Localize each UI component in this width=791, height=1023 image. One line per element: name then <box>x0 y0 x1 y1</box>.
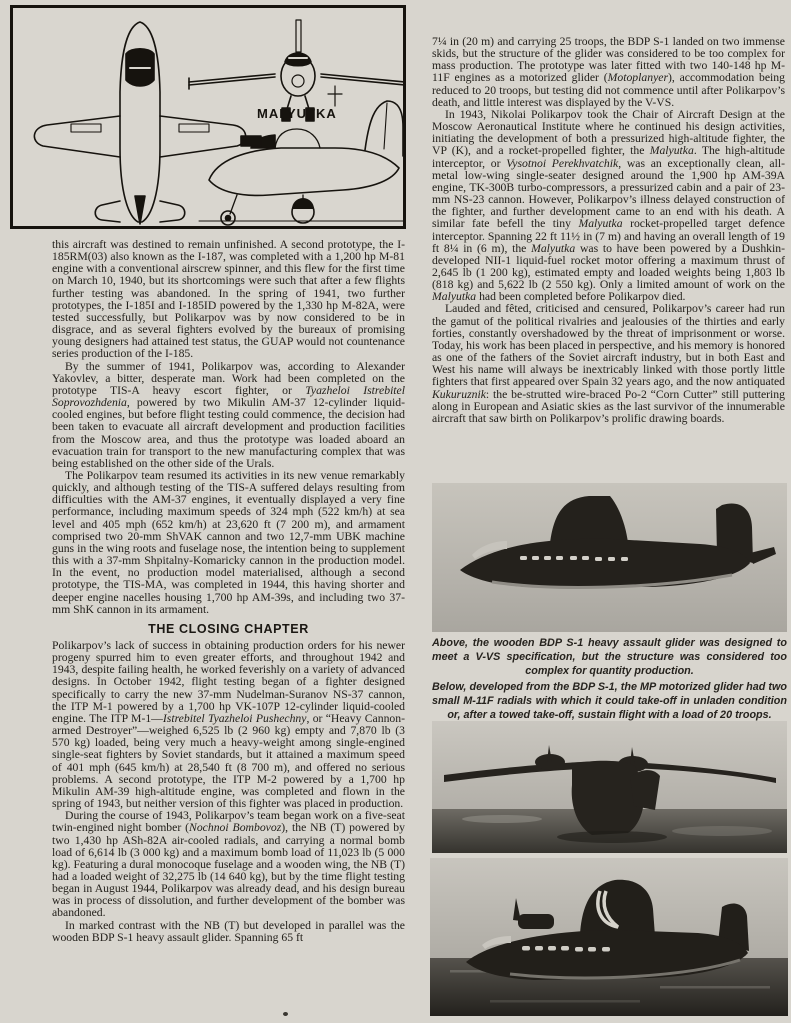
plan-view <box>34 22 245 224</box>
photo-mp-glider-on-ground <box>432 721 787 853</box>
malyutka-three-view-diagram <box>10 5 406 229</box>
diagram-label: MALYUTKA <box>257 106 337 121</box>
bdp-s1-photo-image <box>432 483 787 632</box>
ground-shadow <box>557 831 667 843</box>
photo-bdp-s1-glider-in-flight <box>432 483 787 632</box>
section-heading-closing-chapter: THE CLOSING CHAPTER <box>148 621 309 636</box>
paragraph: this aircraft was destined to remain unfinished. A second prototype, the I-185RM(03) also known as the I-187, was completed with a 1,200 hp M-81 engine with a conventional airscrew spinner, and this flew for the first time on March 10, 1940, but its shortcomings were such that after a few flights further testing was abandoned. In the spring of 1941, two further prototypes, the I-185I and I-185ID powered by the 1,330 hp M-82A, were tested successfully, but Polikarpov was by now considered to be in disgrace, and as several fighters evolved by the bureaux of promising young designers had attained test status, the GUAP would not countenance series production of the I-185. <box>52 238 405 361</box>
mp-glider-front-photo-image <box>432 721 787 853</box>
caption-bdp-s1: Above, the wooden BDP S-1 heavy assault glider was designed to meet a V-VS specification, but the structure was considered too complex for quantity production. <box>432 637 787 677</box>
paragraph: By the summer of 1941, Polikarpov was, according to Alexander Yakovlev, a bitter, desperate man. Work had been completed on the prototype TIS-A heavy escort fighter, or Tyazheloi Istrebitel Soprovozhdenia, powered by two Mikulin AM-37 12-cylinder liquid-cooled engines, but before flight testing could commence, the decision had been taken to evacuate all aircraft development and production facilities from the Moscow area, and thus the prototype was loaded aboard an evacuation train for transport to the new manufacturing complex that was being established on the other side of the Urals. <box>52 359 405 470</box>
photo-motorized-glider-side-view <box>430 858 788 1016</box>
mp-glider-side-photo-image <box>430 858 788 1016</box>
paragraph: Polikarpov’s lack of success in obtaining production orders for his newer progeny spurred him to even greater efforts, and throughout 1942 and 1943, despite failing health, he worked feverishly on a variety of advanced designs. In October 1942, flight testing began of a fighter designed specifically to carry the new 37-mm Nudelman-Suranov NS-37 cannon, the ITP M-1 powered by a 1,700 hp VK-107P 12-cylinder liquid-cooled engine. The ITP M-1—Istrebitel Tyazheloi Pushechny, or “Heavy Cannon-armed Destroyer”—weighed 6,525 lb (2 960 kg) empty and 7,870 lb (3 570 kg) loaded, being very much a heavy-weight among single-engined single-seat fighters by Soviet standards, but it attained a maximum speed of 401 mph (645 km/h) at 28,540 ft (8 700 m), and offered no serious problems. A second prototype, the ITP M-2 powered by a 1,700 hp Mikulin AM-39 high-altitude engine, was completed and flown in the spring of 1943, but neither version of this fighter was placed in production. <box>52 639 405 811</box>
paragraph: In marked contrast with the NB (T) but developed in parallel was the wooden BDP S-1 heavy assault glider. Spanning 65 ft <box>52 918 405 944</box>
print-speck <box>283 1012 288 1016</box>
right-text-column <box>432 36 785 425</box>
paragraph: In 1943, Nikolai Polikarpov took the Chair of Aircraft Design at the Moscow Aeronautical Institute where he continued his design activities, initiating the development of both a pressurized high-altitude fighter, the VP (K), and a rocket-propelled fighter, the Malyutka. The high-altitude interceptor, or Vysotnoi Perekhvatchik, was an exceptionally clean, all-metal low-wing single-seater designed around the 1,900 hp AM-39A engine, TK-300B turbo-compressors, a pressurized cabin and a pair of 23-mm NS-23 cannon. However, Polikarpov’s illness delayed construction of the fighter, and further development came to an end with his death. A similar fate befell the tiny Malyutka rocket-propelled target defence interceptor. Spanning 22 ft 11½ in (7 m) and having an overall length of 19 ft 8¼ in (6 m), the Malyutka was to have been powered by a Dushkin-developed NII-1 liquid-fuel rocket motor offering a maximum thrust of 2,645 lb (1 200 kg), estimated empty and loaded weights being 1,803 lb (818 kg) and 5,622 lb (2 550 kg). Only a limited amount of work on the Malyutka had been completed before Polikarpov died. <box>432 107 785 304</box>
aircraft-line-drawing <box>13 8 403 226</box>
paragraph: Lauded and fêted, criticised and censured, Polikarpov’s career had run the gamut of the political rivalries and jealousies of the thirties and early forties, constantly overshadowed by the threat of imprisonment or worse. Today, his work has been placed in perspective, and his memory is honored as one of the fathers of the Soviet aircraft industry, but in both East and West his name will always be inextricably linked with those portly little fighters that first appeared over Spain 32 years ago, and the now antiquated Kukuruznik: the be-strutted wire-braced Po-2 “Corn Cutter” still puttering along in European and Asiatic skies as the last survivor of the innumerable aircraft that saw birth on Polikarpov’s prolific drawing boards. <box>432 302 785 425</box>
paragraph: The Polikarpov team resumed its activities in its new venue remarkably quickly, and although testing of the TIS-A suffered delays resulting from difficulties with the AM-37 engines, it eventually displayed a very fine performance, including maximum speeds of 324 mph (522 km/h) at sea level and 405 mph (652 km/h) at 23,620 ft (7 200 m), and armament comprised two 20-mm ShVAK cannon and two 12,7-mm UBK machine guns in the wing roots and fuselage nose, the intention being to supplement this with a 37-mm Shpitalny-Komaricky cannon in the production model. In the event, no production model materialised, although a second prototype, the TIS-MA, was completed in 1944, this having shorter and deeper engine nacelles housing 1,700 hp AM-39s, and including two 37-mm ShK cannon in its armament. <box>52 468 405 616</box>
caption-mp-glider: Below, developed from the BDP S-1, the MP motorized glider had two small M-11F radials with which it could take-off in unladen condition or, after a towed take-off, sustain flight with a load of 20 troops. <box>432 681 787 721</box>
paragraph: 7¼ in (20 m) and carrying 25 troops, the BDP S-1 landed on two immense skids, but the structure of the glider was considered to be too complex for mass production. The prototype was later fitted with two 140-148 hp M-11F engines as a motorized glider (Motoplanyer), accommodation being reduced to 20 troops, but testing did not commence until after Polikarpov’s death, and little interest was displayed by the V-VS. <box>432 35 785 109</box>
left-text-column <box>52 239 405 944</box>
paragraph: During the course of 1943, Polikarpov’s team began work on a five-seat twin-engined night bomber (Nochnoi Bombovoz), the NB (T) powered by two 1,430 hp ASh-82A air-cooled radials, and carrying a normal bomb load of 6,614 lb (3 000 kg) and a maximum bomb load of 11,023 lb (5 000 kg). Featuring a dural monocoque fuselage and a wooden wing, the NB (T) had a loaded weight of 32,275 lb (14 640 kg), but by the time flight testing began in August 1944, Polikarpov was already dead, and his design bureau was in process of dissolution, and further development of the bomber was abandoned. <box>52 809 405 920</box>
